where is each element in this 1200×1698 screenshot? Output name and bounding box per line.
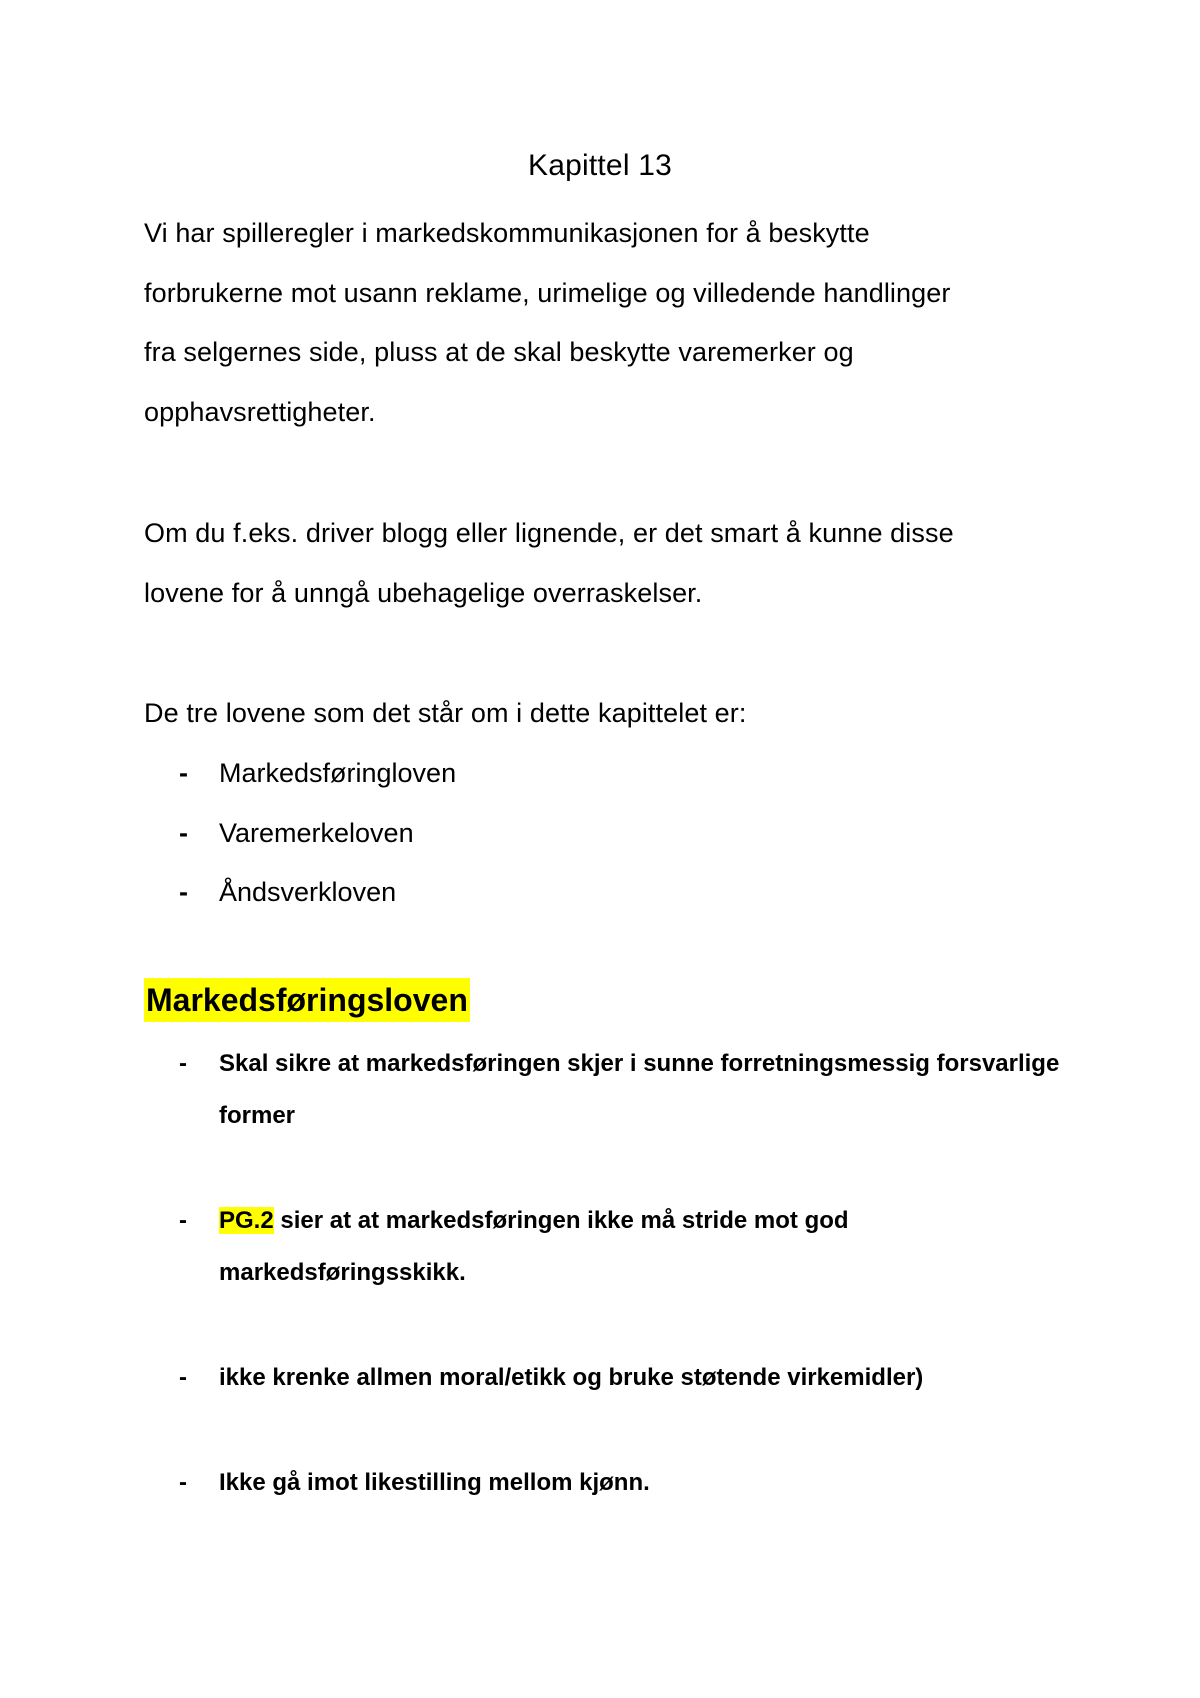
rule-line	[144, 1195, 1074, 1247]
rule-line: markedsføringsskikk.	[219, 1259, 466, 1286]
bullet-dash: -	[179, 817, 188, 848]
list-item	[144, 744, 456, 804]
laws-intro: De tre lovene som det står om i dette kapittelet er:	[144, 698, 747, 728]
intro-line: Vi har spilleregler i markedskommunikasjonen for å beskytte	[144, 218, 870, 248]
rule-item	[144, 1457, 1074, 1509]
rule-line: ikke krenke allmen moral/etikk og bruke støtende virkemidler)	[219, 1364, 924, 1391]
rule-line: former	[219, 1102, 296, 1129]
bullet-dash: -	[179, 877, 188, 907]
bullet-dash: -	[179, 1207, 187, 1234]
bullet-dash: -	[179, 1050, 187, 1077]
law-name: Åndsverkloven	[219, 877, 397, 907]
law-name: Varemerkeloven	[219, 817, 414, 848]
list-item	[144, 863, 456, 923]
rule-item	[144, 1038, 1074, 1142]
blog-line: Om du f.eks. driver blogg eller lignende, er det smart å kunne disse	[144, 518, 954, 548]
bullet-dash: -	[179, 1364, 187, 1391]
page-title: Kapittel 13	[528, 149, 672, 182]
intro-paragraph	[144, 204, 1074, 442]
intro-line: opphavsrettigheter.	[144, 396, 376, 427]
rule-line: Ikke gå imot likestilling mellom kjønn.	[219, 1469, 650, 1496]
law-list	[144, 744, 456, 923]
intro-line: forbrukerne mot usann reklame, urimelige og villedende handlinger	[144, 277, 951, 308]
list-item	[144, 804, 456, 864]
rule-line-rest: sier at at markedsføringen ikke må stride mot god	[273, 1207, 849, 1234]
blog-paragraph	[144, 504, 1074, 623]
section-heading: Markedsføringsloven	[144, 978, 470, 1022]
bullet-dash: -	[179, 1469, 187, 1496]
law-name: Markedsføringloven	[219, 758, 457, 788]
intro-line: fra selgernes side, pluss at de skal beskytte varemerker og	[144, 337, 854, 367]
blog-line: lovene for å unngå ubehagelige overraskelser.	[144, 577, 703, 608]
highlighted-reference: PG.2	[219, 1207, 274, 1234]
bullet-dash: -	[179, 758, 188, 788]
rule-line: Skal sikre at markedsføringen skjer i sunne forretningsmessig forsvarlige	[219, 1050, 1060, 1077]
rule-item	[144, 1195, 1074, 1299]
rule-item	[144, 1352, 1074, 1404]
